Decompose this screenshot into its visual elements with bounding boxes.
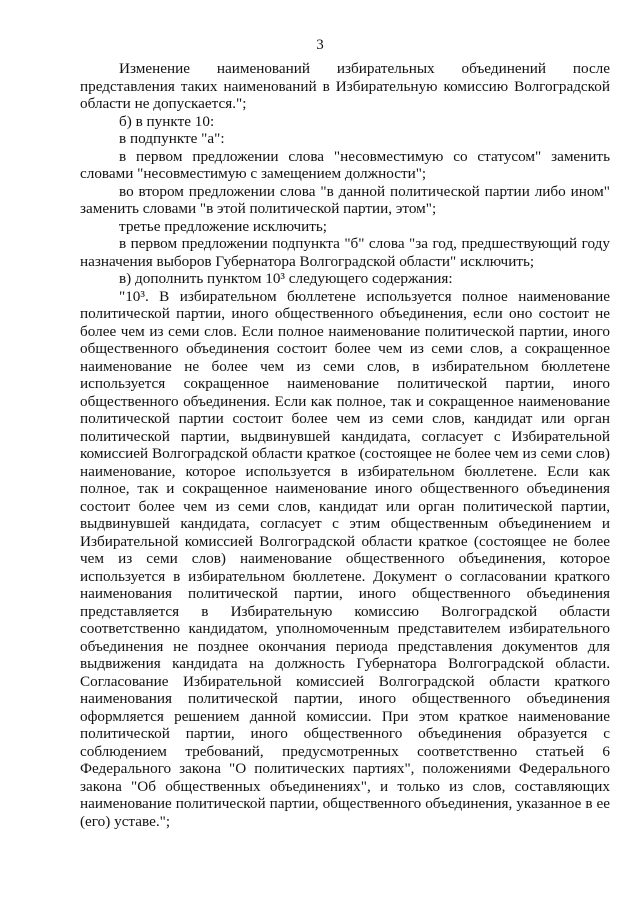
page-number: 3 <box>316 37 324 53</box>
paragraph-subitem-b-change: в первом предложении подпункта "б" слова "за год, предшествующий году назначения выборов Губернатора Волгоградской области" исключить; <box>80 235 610 270</box>
document-body <box>80 60 610 830</box>
paragraph-second-sentence-change: во втором предложении слова "в данной политической партии либо ином" заменить словами "в этой политической партии, этом"; <box>80 182 610 217</box>
paragraph-item-v: в) дополнить пунктом 10³ следующего содержания: <box>119 270 453 287</box>
paragraph-item-b: б) в пункте 10: <box>119 112 215 130</box>
paragraph-point-10-3: "10³. В избирательном бюллетене используется полное наименование политической партии, иного общественного объединения, если оно состоит не более чем из семи слов. Если полное наименование политической партии, иного общественного объединения состоит более чем из семи слов, а сокращенное наименование не более чем из семи слов, в избирательном бюллетене используется сокращенное наименование политической партии, иного общественного объединения. Если как полное, так и сокращенное наименование политической партии состоит более чем из семи слов, кандидат или орган политической партии, выдвинувшей кандидата, согласует с Избирательной комиссией Волгоградской области краткое (состоящее не более чем из семи слов) наименование, которое используется в избирательном бюллетене. Если как полное, так и сокращенное наименование иного общественного объединения состоит более чем из семи слов, кандидат или орган политической партии, выдвинувшей кандидата, согласует с этим общественным объединением и Избирательной комиссией Волгоградской области краткое (состоящее не более чем из семи слов) наименование общественного объединения, которое используется в избирательном бюллетене. Документ о согласовании краткого наименования политической партии, иного общественного объединения представляется в Избирательную комиссию Волгоградской области соответственно кандидатом, уполномоченным представителем избирательного объединения не позднее окончания периода представления документов для выдвижения кандидата на должность Губернатора Волгоградской области. Согласование Избирательной комиссией Волгоградской области краткого наименования политической партии, иного общественного объединения оформляется решением данной комиссии. При этом краткое наименование политической партии, иного общественного объединения образуется с соблюдением требований, предусмотренных соответственно статьей 6 Федерального закона "О политических партиях", положениями Федерального закона "Об общественных объединениях", и только из слов, составляющих наименование политической партии, общественного объединения, указанное в ее (его) уставе."; <box>80 287 610 830</box>
paragraph-first-sentence-change: в первом предложении слова "несовместимую со статусом" заменить словами "несовместимую с замещением должности"; <box>80 147 610 182</box>
paragraph-third-sentence-exclude: третье предложение исключить; <box>119 217 328 235</box>
paragraph-name-change-restriction: Изменение наименований избирательных объединений после представления таких наименований в Избирательную комиссию Волгоградской области не допускается."; <box>80 60 610 112</box>
paragraph-subitem-a: в подпункте "а": <box>119 130 225 147</box>
